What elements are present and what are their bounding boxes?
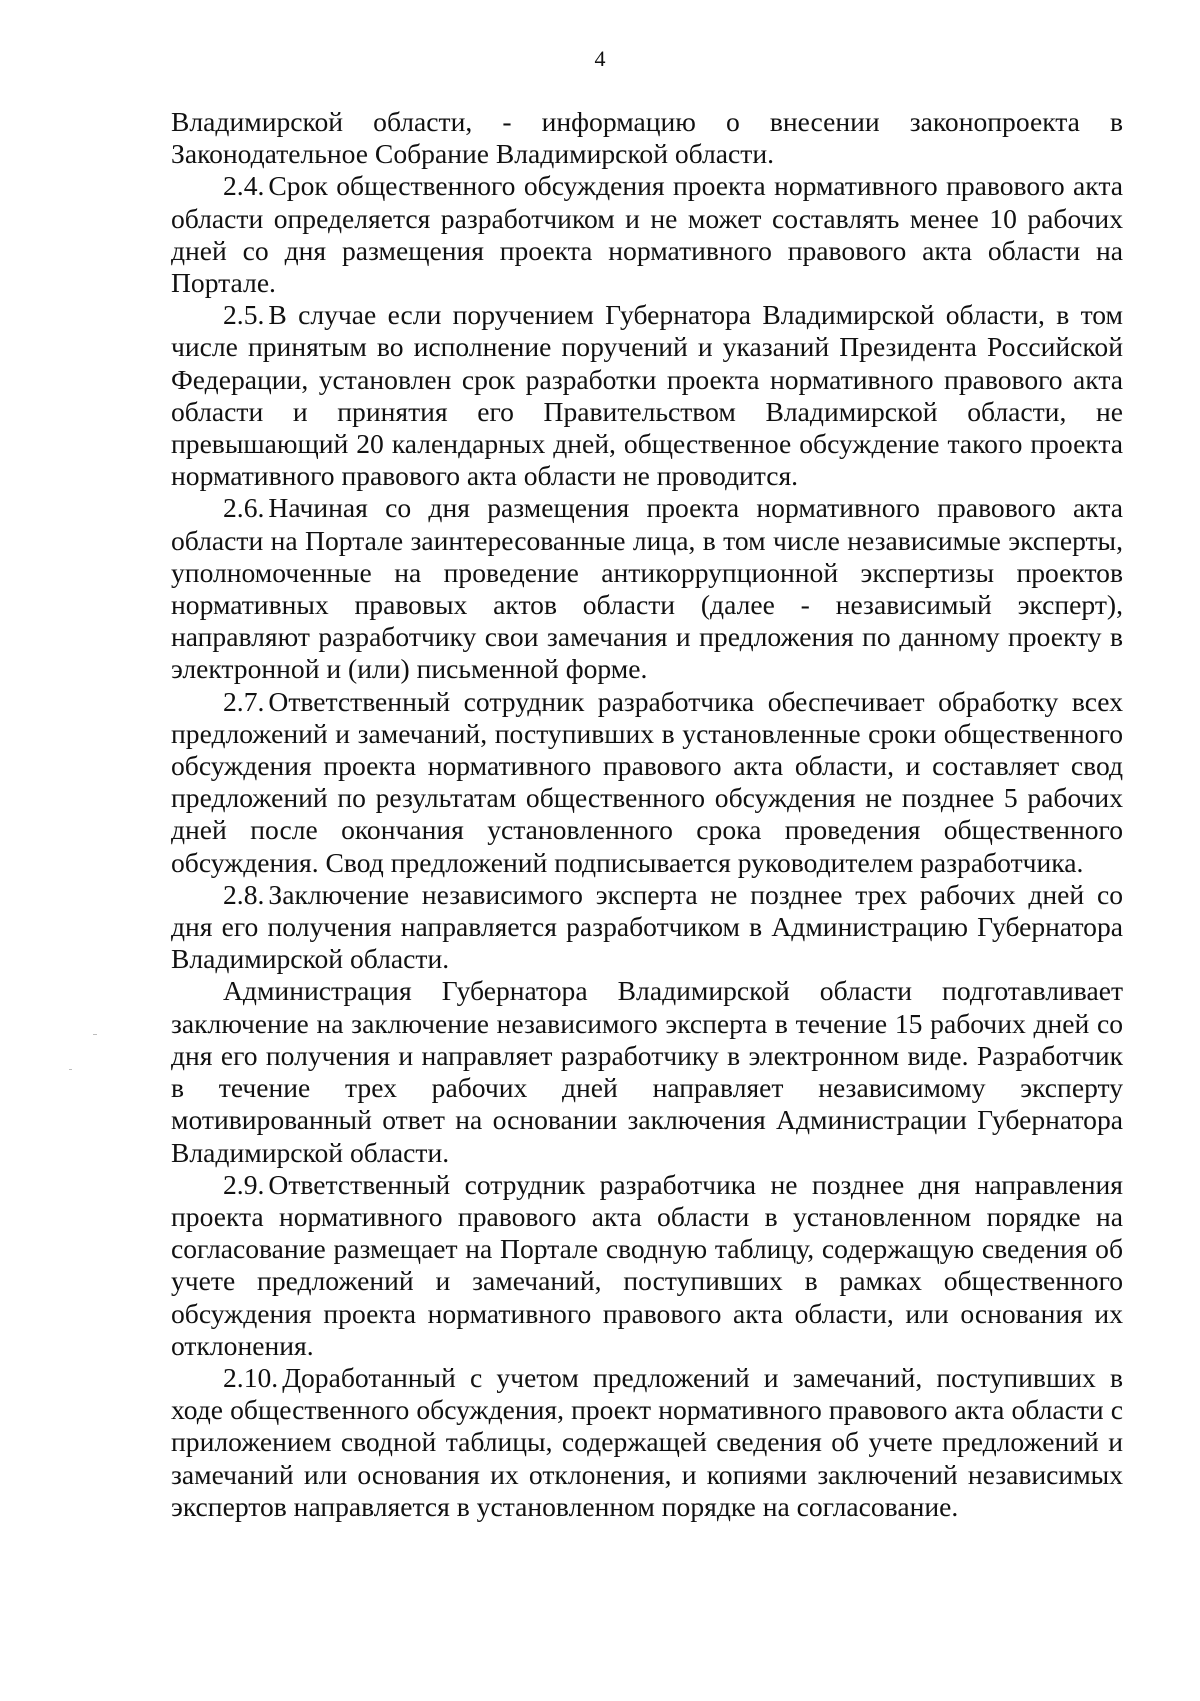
- page-number: 4: [594, 46, 606, 71]
- document-body: [171, 106, 1123, 1523]
- paragraph-number: 2.4.: [223, 170, 265, 202]
- paragraph-2-7: [171, 686, 1123, 879]
- paragraph-text: Администрация Губернатора Владимирской области подготавливает заключение на заключение независимого эксперта в течение 15 рабочих дней со дня его получения и направляет разработчику в электронном виде. Разработчик в течение трех рабочих дней направляет независимому эксперту мотивированный ответ на основании заключения Администрации Губернатора Владимирской области.: [171, 975, 1123, 1168]
- paragraph-2-9: [171, 1169, 1123, 1362]
- scan-mark: [69, 1069, 72, 1070]
- paragraph-2-4: [171, 170, 1123, 299]
- paragraph-number: 2.8.: [223, 878, 265, 910]
- paragraph-text: В случае если поручением Губернатора Владимирской области, в том числе принятым во исполнение поручений и указаний Президента Российской Федерации, установлен срок разработки проекта нормативного правового акта области и принятия его Правительством Владимирской области, не превышающий 20 календарных дней, общественное обсуждение такого проекта нормативного правового акта области не проводится.: [171, 299, 1123, 492]
- paragraph-number: 2.10.: [223, 1361, 279, 1393]
- paragraph-2-10: [171, 1362, 1123, 1523]
- paragraph-number: 2.9.: [223, 1168, 265, 1200]
- paragraph-number: 2.7.: [223, 685, 265, 717]
- paragraph-text: Заключение независимого эксперта не позднее трех рабочих дней со дня его получения направляется разработчиком в Администрацию Губернатора Владимирской области.: [171, 878, 1123, 975]
- paragraph-text: Ответственный сотрудник разработчика не позднее дня направления проекта нормативного правового акта области в установленном порядке на согласование размещает на Портале сводную таблицу, содержащую сведения об учете предложений и замечаний, поступивших в рамках общественного обсуждения проекта нормативного правового акта области, или основания их отклонения.: [171, 1168, 1123, 1361]
- paragraph-2-5: [171, 299, 1123, 492]
- paragraph-2-6: [171, 492, 1123, 685]
- paragraph-administration: [171, 975, 1123, 1168]
- scan-mark: [93, 1034, 97, 1035]
- paragraph-2-8: [171, 879, 1123, 976]
- paragraph-number: 2.6.: [223, 492, 265, 524]
- paragraph-text: Срок общественного обсуждения проекта нормативного правового акта области определяется разработчиком и не может составлять менее 10 рабочих дней со дня размещения проекта нормативного правового акта области на Портале.: [171, 170, 1123, 299]
- paragraph-number: 2.5.: [223, 299, 265, 331]
- paragraph-text: Владимирской области, - информацию о внесении законопроекта в Законодательное Собрание Владимирской области.: [171, 106, 1123, 170]
- paragraph-text: Доработанный с учетом предложений и замечаний, поступивших в ходе общественного обсуждения, проект нормативного правового акта области с приложением сводной таблицы, содержащей сведения об учете предложений и замечаний или основания их отклонения, и копиями заключений независимых экспертов направляется в установленном порядке на согласование.: [171, 1361, 1123, 1522]
- paragraph-text: Начиная со дня размещения проекта нормативного правового акта области на Портале заинтересованные лица, в том числе независимые эксперты, уполномоченные на проведение антикоррупционной экспертизы проектов нормативных правовых актов области (далее - независимый эксперт), направляют разработчику свои замечания и предложения по данному проекту в электронной и (или) письменной форме.: [171, 492, 1123, 685]
- paragraph-continuation: [171, 106, 1123, 170]
- paragraph-text: Ответственный сотрудник разработчика обеспечивает обработку всех предложений и замечаний, поступивших в установленные сроки общественного обсуждения проекта нормативного правового акта области, и составляет свод предложений по результатам общественного обсуждения не позднее 5 рабочих дней после окончания установленного срока проведения общественного обсуждения. Свод предложений подписывается руководителем разработчика.: [171, 685, 1123, 878]
